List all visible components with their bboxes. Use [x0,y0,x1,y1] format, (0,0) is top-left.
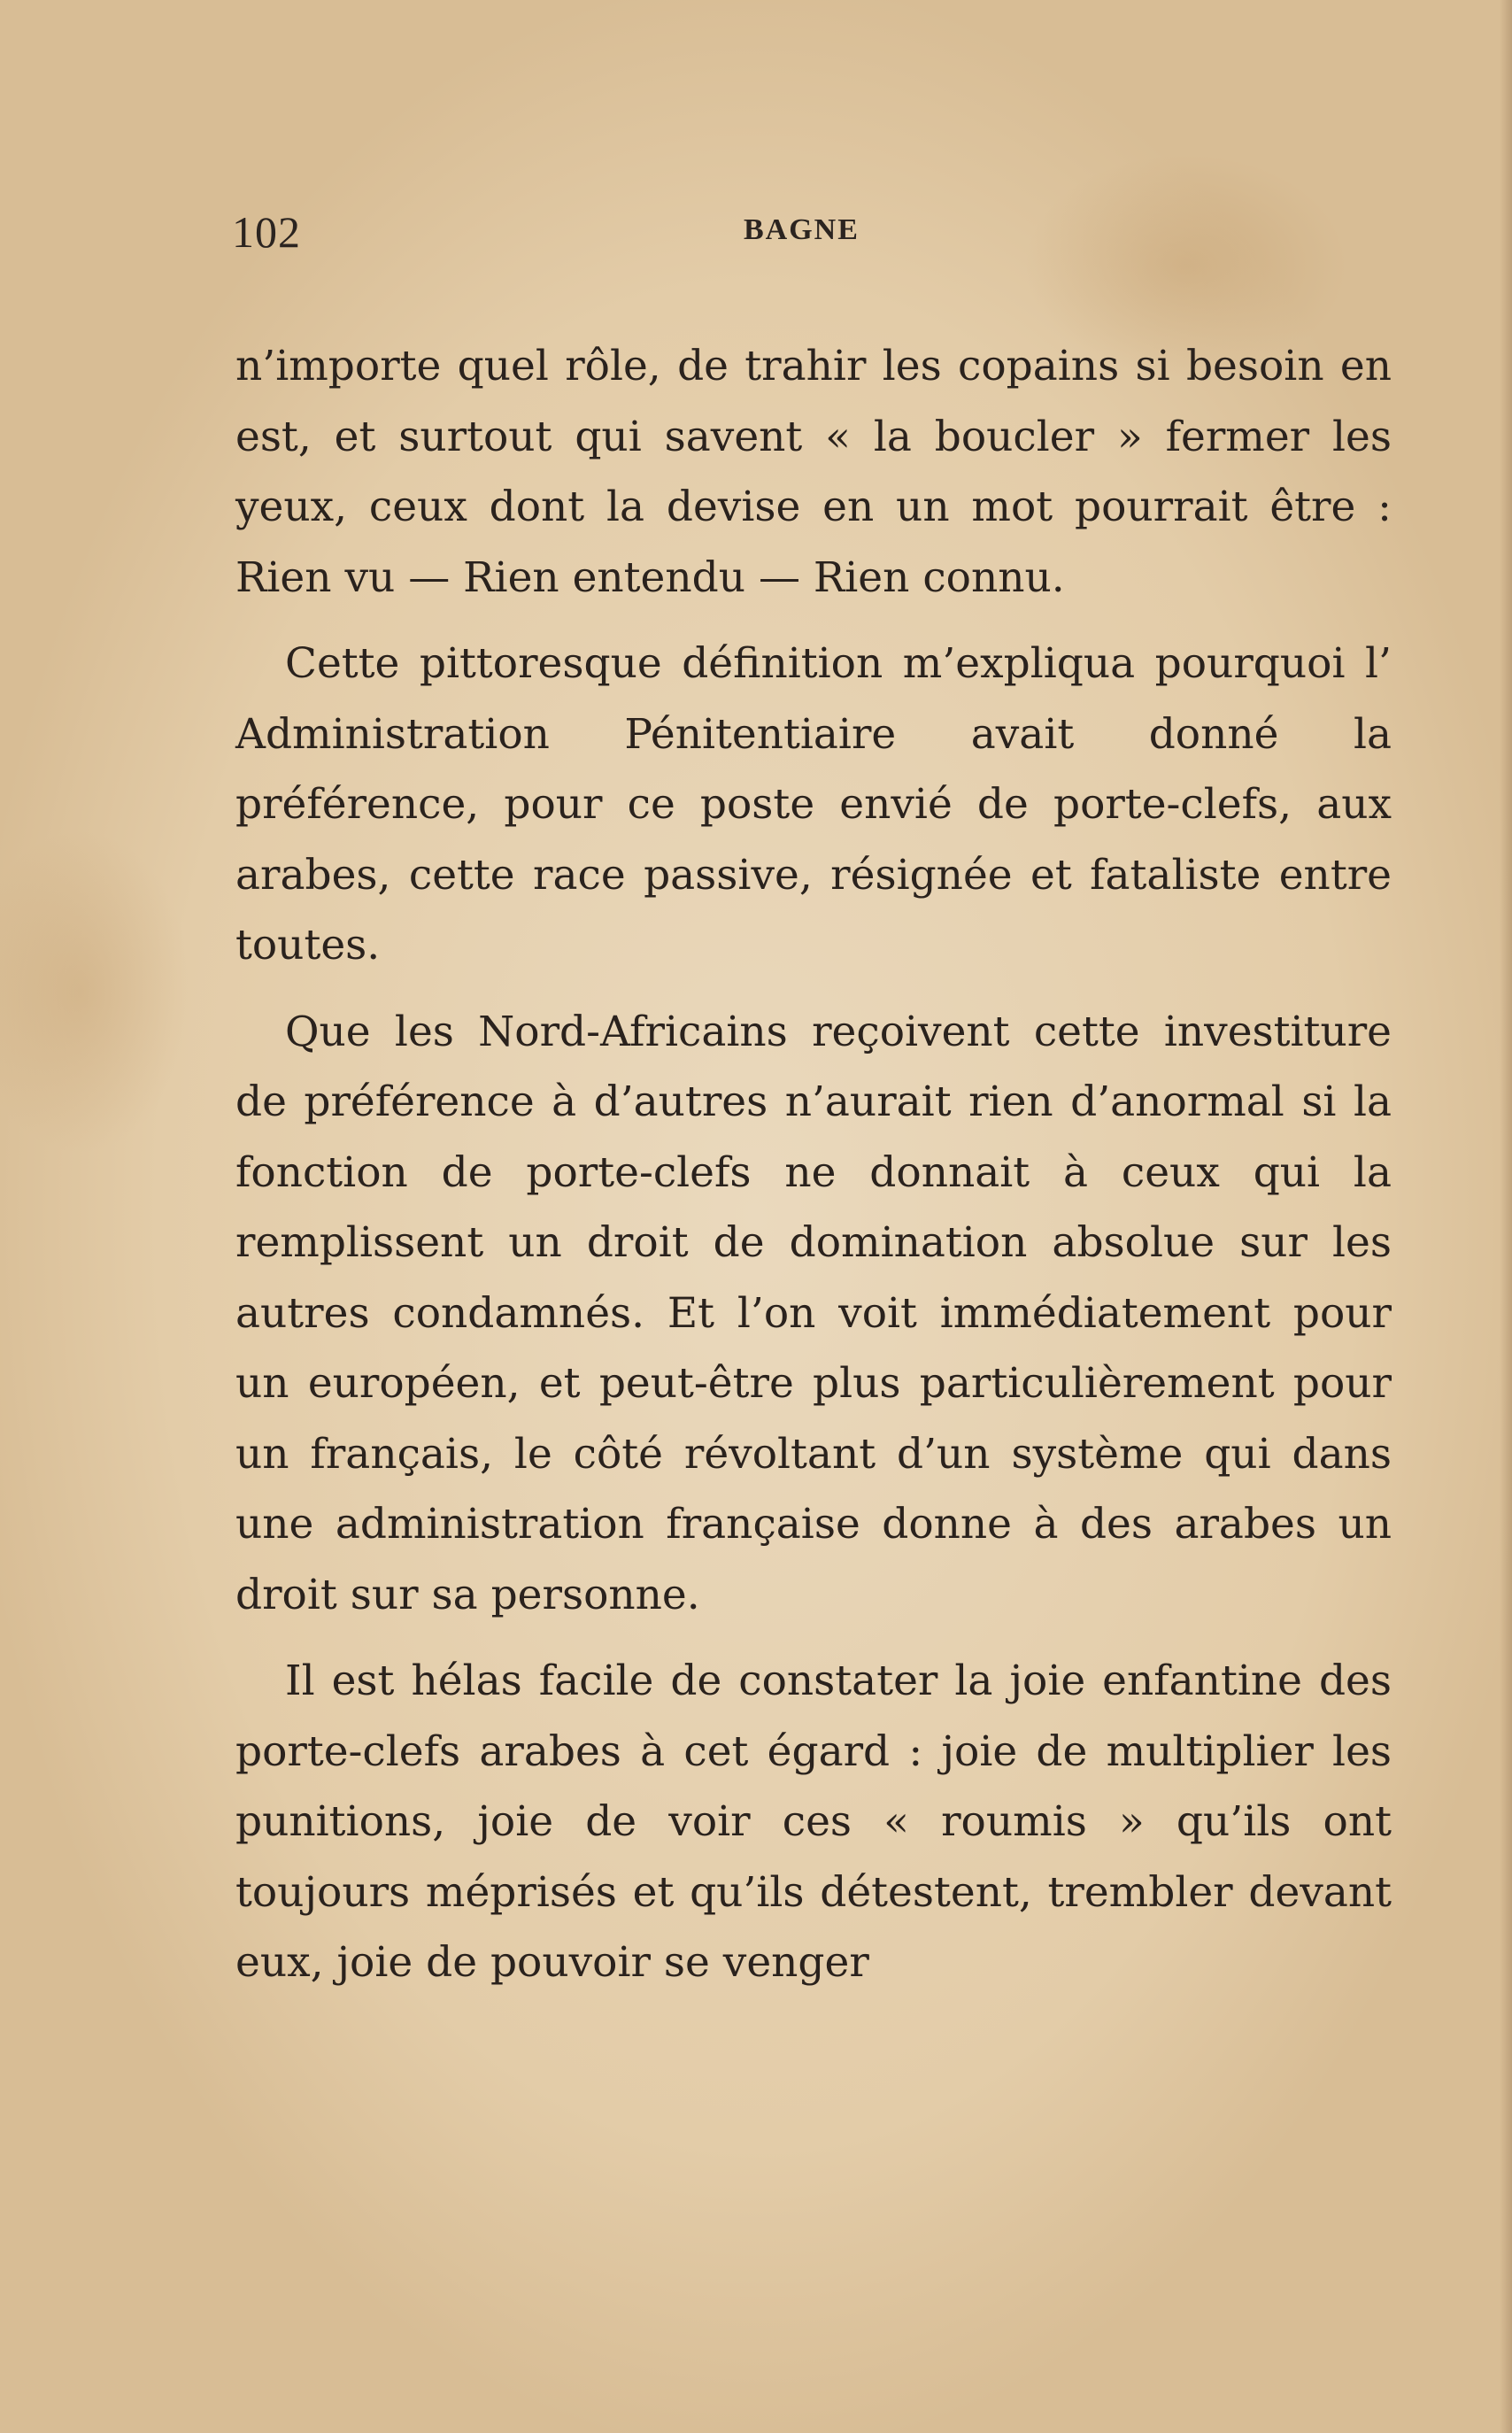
body-text [235,331,1392,1998]
page-header [232,197,1392,259]
paragraph: Cette pittoresque définition m’expliqua pourquoi l’ Administration Pénitentiaire avait donné la préférence, pour ce poste envié de porte-clefs, aux arabes, cette race passive, résignée et fataliste entre toutes. [235,639,1392,969]
page-edge-shadow [1500,0,1512,2433]
paragraph: Il est hélas facile de constater la joie enfantine des porte-clefs arabes à cet égard : joie de multiplier les punitions, joie de voir ces « roumis » qu’ils ont toujours méprisés et qu’ils détestent, trembler devant eux, joie de pouvoir se venger [235,1657,1392,1987]
paragraph-continued: n’importe quel rôle, de trahir les copains si besoin en est, et surtout qui savent « la boucler » fermer les yeux, ceux dont la devise en un mot pourrait être : Rien vu — Rien entendu — Rien connu. [235,342,1392,602]
running-title: BAGNE [744,213,860,246]
paragraph: Que les Nord-Africains reçoivent cette investiture de préférence à d’autres n’aurait rien d’anormal si la fonction de porte-clefs ne donnait à ceux qui la remplissent un droit de domination absolue sur les autres condamnés. Et l’on voit immédiatement pour un européen, et peut-être plus particulièrement pour un français, le côté révoltant d’un système qui dans une administration française donne à des arabes un droit sur sa personne. [235,1007,1392,1619]
page-number: 102 [232,207,301,257]
